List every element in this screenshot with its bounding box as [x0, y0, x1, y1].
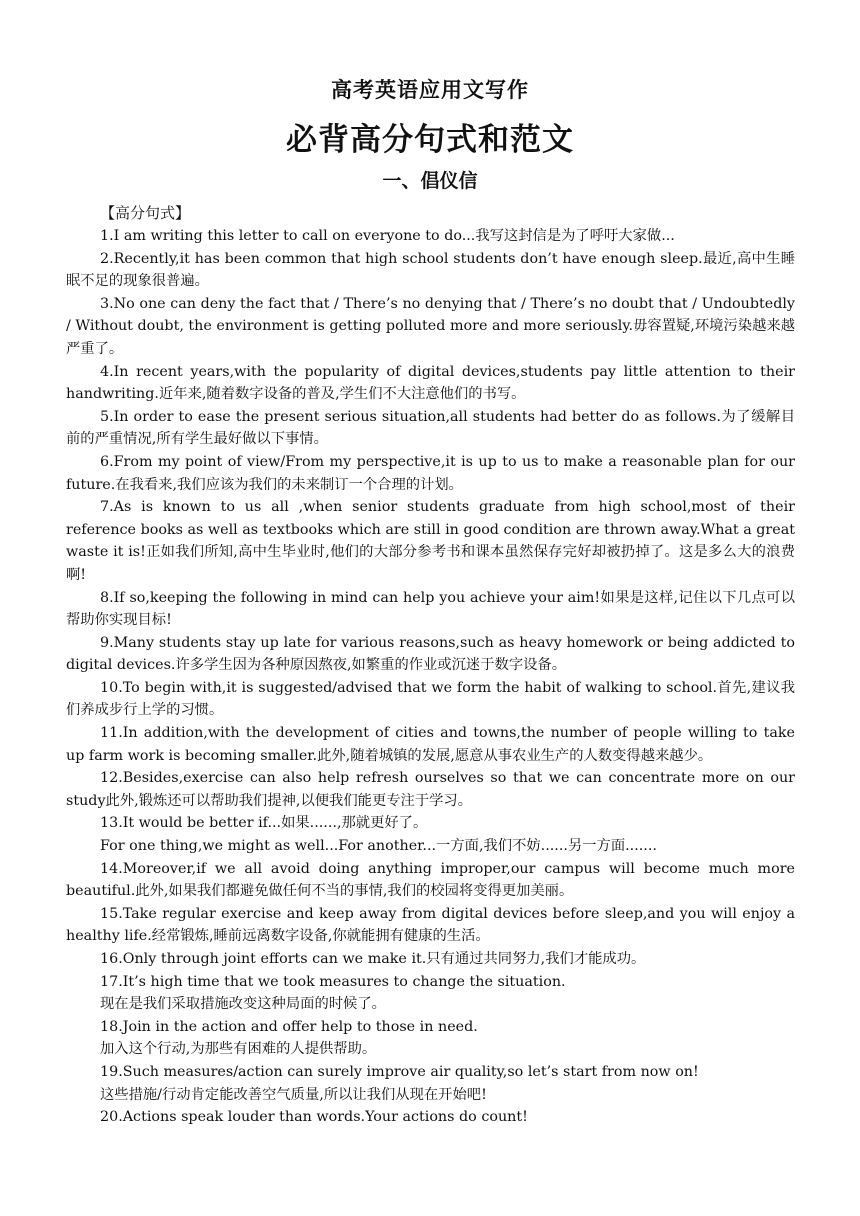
sentence-item: 12.Besides,exercise can also help refresh ourselves so that we can concentrate more on our study此外,锻炼还可以帮助我们提神,以便我们能更专注于学习。 [66, 770, 795, 809]
sentence-item: 16.Only through joint efforts can we make it.只有通过共同努力,我们才能成功。 [100, 951, 646, 967]
sentence-item: 2.Recently,it has been common that high school students don’t have enough sleep.最近,高中生睡眠不足的现象很普遍。 [66, 250, 795, 290]
sentence-item: 7.As is known to us all ,when senior students graduate from high school,most of their reference books as well as textbooks which are still in good condition are thrown away.What a great waste it is!正如我们所知,高中生毕业时,他们的大部分参考书和课本虽然保存完好却被扔掉了。这是多么大的浪费啊! [66, 499, 795, 583]
sentence-item: 15.Take regular exercise and keep away from digital devices before sleep,and you will enjoy a healthy life.经常锻炼,睡前远离数字设备,你就能拥有健康的生活。 [66, 905, 795, 945]
subsection-label: 【高分句式】 [100, 204, 191, 222]
sentence-item: 4.In recent years,with the popularity of digital devices,students pay little attention to their handwriting.近年来,随着数字设备的普及,学生们不大注意他们的书写。 [66, 363, 795, 403]
section-title: 一、倡仪信 [382, 170, 478, 192]
sentence-item: For one thing,we might as well...For another...一方面,我们不妨......另一方面....... [100, 838, 657, 855]
sentence-item: 8.If so,keeping the following in mind can help you achieve your aim!如果是这样,记住以下几点可以帮助你实现目标! [66, 589, 795, 629]
sentence-translation: 现在是我们采取措施改变这种局面的时候了。 [100, 996, 386, 1013]
sentence-item: 5.In order to ease the present serious situation,all students had better do as follows.为了缓解目前的严重情况,所有学生最好做以下事情。 [66, 408, 795, 448]
sentence-list [66, 225, 795, 1129]
sentence-item: 10.To begin with,it is suggested/advised that we form the habit of walking to school.首先,建议我们养成步行上学的习惯。 [66, 679, 795, 719]
sentence-item: 13.It would be better if...如果......,那就更好了。 [100, 815, 428, 832]
sentence-item: 9.Many students stay up late for various reasons,such as heavy homework or being addicted to digital devices.许多学生因为各种原因熬夜,如繁重的作业或沉迷于数字设备。 [66, 634, 795, 674]
sentence-translation: 这些措施/行动肯定能改善空气质量,所以让我们从现在开始吧! [100, 1086, 487, 1103]
sentence-translation: 加入这个行动,为那些有困难的人提供帮助。 [100, 1041, 377, 1058]
sentence-item: 18.Join in the action and offer help to those in need. [100, 1018, 478, 1035]
doc-title-main: 必背高分句式和范文 [286, 122, 574, 158]
sentence-item: 20.Actions speak louder than words.Your actions do count! [100, 1109, 528, 1126]
sentence-item: 11.In addition,with the development of cities and towns,the number of people willing to take up farm work is becoming smaller.此外,随着城镇的发展,愿意从事农业生产的人数变得越来越少。 [66, 725, 795, 764]
sentence-item: 14.Moreover,if we all avoid doing anything improper,our campus will become much more beautiful.此外,如果我们都避免做任何不当的事情,我们的校园将变得更加美丽。 [66, 860, 795, 900]
doc-title-small: 高考英语应用文写作 [331, 78, 529, 102]
sentence-item: 3.No one can deny the fact that / There’s no denying that / There’s no doubt that / Undoubtedly / Without doubt, the environment is getting polluted more and more seriously.毋容置疑,环境污染越来越严重了。 [66, 295, 795, 357]
sentence-item: 19.Such measures/action can surely improve air quality,so let’s start from now on! [100, 1063, 699, 1080]
sentence-item: 6.From my point of view/From my perspective,it is up to us to make a reasonable plan for our future.在我看来,我们应该为我们的未来制订一个合理的计划。 [66, 453, 795, 493]
sentence-item: 1.I am writing this letter to call on everyone to do...我写这封信是为了呼吁大家做... [100, 228, 675, 244]
sentence-item: 17.It’s high time that we took measures to change the situation. [100, 973, 566, 990]
